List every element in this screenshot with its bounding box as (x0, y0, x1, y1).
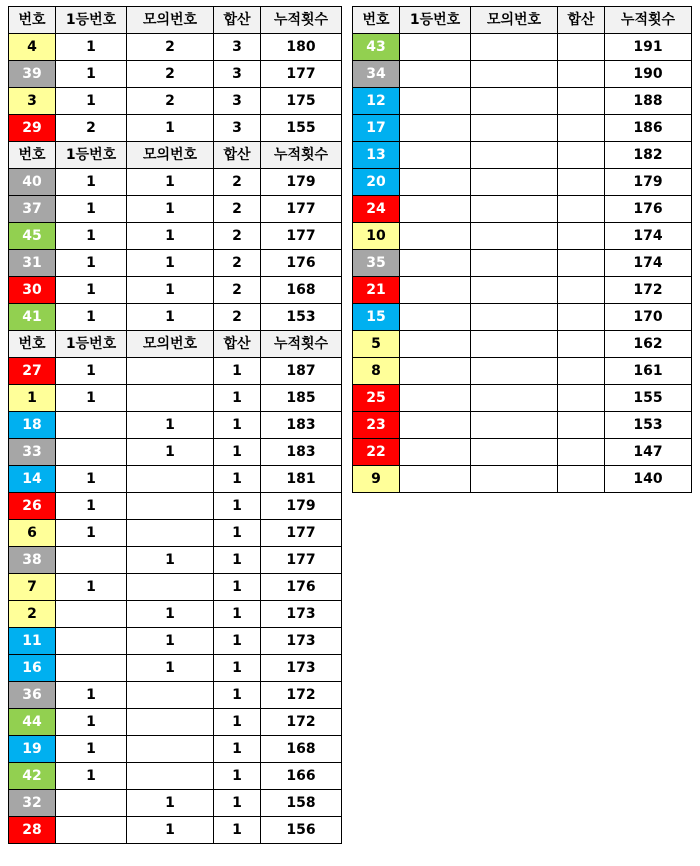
first-prize-count-cell (400, 196, 471, 223)
column-header: 합산 (214, 142, 261, 169)
mock-count-cell (127, 520, 214, 547)
table-row (9, 520, 342, 547)
cumulative-count-cell: 174 (605, 223, 692, 250)
cumulative-count-cell: 162 (605, 331, 692, 358)
ball-number-cell: 33 (9, 439, 56, 466)
first-prize-count-cell (400, 466, 471, 493)
table-row (9, 466, 342, 493)
mock-count-cell (127, 709, 214, 736)
mock-count-cell (471, 304, 558, 331)
cumulative-count-cell: 173 (261, 655, 342, 682)
mock-count-cell (471, 115, 558, 142)
cumulative-count-cell: 177 (261, 223, 342, 250)
mock-count-cell: 1 (127, 196, 214, 223)
sum-cell (558, 304, 605, 331)
first-prize-count-cell: 1 (56, 61, 127, 88)
mock-count-cell (127, 466, 214, 493)
cumulative-count-cell: 172 (261, 709, 342, 736)
mock-count-cell: 1 (127, 655, 214, 682)
mock-count-cell (127, 358, 214, 385)
sum-cell: 1 (214, 709, 261, 736)
first-prize-count-cell (400, 277, 471, 304)
column-header: 번호 (9, 142, 56, 169)
column-header: 누적횟수 (261, 7, 342, 34)
mock-count-cell (471, 412, 558, 439)
cumulative-count-cell: 185 (261, 385, 342, 412)
ball-number-cell: 12 (353, 88, 400, 115)
ball-number-cell: 24 (353, 196, 400, 223)
first-prize-count-cell (56, 412, 127, 439)
sum-cell (558, 277, 605, 304)
mock-count-cell: 1 (127, 115, 214, 142)
ball-number-cell: 25 (353, 385, 400, 412)
ball-number-cell: 22 (353, 439, 400, 466)
ball-number-cell: 32 (9, 790, 56, 817)
table-row (9, 655, 342, 682)
first-prize-count-cell: 1 (56, 88, 127, 115)
first-prize-count-cell (400, 169, 471, 196)
table-row (9, 709, 342, 736)
ball-number-cell: 34 (353, 61, 400, 88)
mock-count-cell (471, 34, 558, 61)
sum-cell: 3 (214, 88, 261, 115)
column-header: 번호 (9, 331, 56, 358)
cumulative-count-cell: 179 (261, 493, 342, 520)
ball-number-cell: 37 (9, 196, 56, 223)
sum-cell (558, 34, 605, 61)
mock-count-cell (471, 439, 558, 466)
ball-number-cell: 38 (9, 547, 56, 574)
cumulative-count-cell: 170 (605, 304, 692, 331)
cumulative-count-cell: 175 (261, 88, 342, 115)
cumulative-count-cell: 156 (261, 817, 342, 844)
cumulative-count-cell: 177 (261, 61, 342, 88)
first-prize-count-cell: 1 (56, 385, 127, 412)
first-prize-count-cell (56, 790, 127, 817)
cumulative-count-cell: 176 (261, 250, 342, 277)
ball-number-cell: 19 (9, 736, 56, 763)
table-row (9, 61, 342, 88)
cumulative-count-cell: 173 (261, 601, 342, 628)
table-row (353, 223, 692, 250)
column-header: 합산 (558, 7, 605, 34)
sum-cell: 1 (214, 385, 261, 412)
first-prize-count-cell: 1 (56, 223, 127, 250)
table-row (353, 115, 692, 142)
first-prize-count-cell: 1 (56, 493, 127, 520)
sum-cell: 1 (214, 358, 261, 385)
ball-number-cell: 43 (353, 34, 400, 61)
cumulative-count-cell: 186 (605, 115, 692, 142)
header-row (9, 142, 342, 169)
cumulative-count-cell: 166 (261, 763, 342, 790)
column-header: 번호 (9, 7, 56, 34)
first-prize-count-cell (400, 304, 471, 331)
ball-number-cell: 2 (9, 601, 56, 628)
table-row (353, 439, 692, 466)
mock-count-cell (471, 250, 558, 277)
ball-number-cell: 27 (9, 358, 56, 385)
column-header: 누적횟수 (605, 7, 692, 34)
cumulative-count-cell: 182 (605, 142, 692, 169)
mock-count-cell: 2 (127, 88, 214, 115)
sum-cell (558, 142, 605, 169)
sum-cell: 1 (214, 547, 261, 574)
sum-cell (558, 250, 605, 277)
table-row (353, 250, 692, 277)
column-header: 번호 (353, 7, 400, 34)
ball-number-cell: 45 (9, 223, 56, 250)
table-row (9, 169, 342, 196)
mock-count-cell (471, 142, 558, 169)
ball-number-cell: 35 (353, 250, 400, 277)
mock-count-cell: 1 (127, 790, 214, 817)
column-header: 누적횟수 (261, 142, 342, 169)
first-prize-count-cell (400, 331, 471, 358)
column-header: 1등번호 (400, 7, 471, 34)
ball-number-cell: 16 (9, 655, 56, 682)
first-prize-count-cell (56, 628, 127, 655)
sum-cell (558, 115, 605, 142)
first-prize-count-cell (400, 115, 471, 142)
table-row (353, 169, 692, 196)
ball-number-cell: 31 (9, 250, 56, 277)
sum-cell (558, 385, 605, 412)
sum-cell (558, 88, 605, 115)
first-prize-count-cell (56, 817, 127, 844)
sum-cell: 3 (214, 61, 261, 88)
first-prize-count-cell (400, 385, 471, 412)
first-prize-count-cell (400, 34, 471, 61)
first-prize-count-cell (56, 655, 127, 682)
mock-count-cell (471, 88, 558, 115)
cumulative-count-cell: 183 (261, 412, 342, 439)
sum-cell: 1 (214, 736, 261, 763)
mock-count-cell: 1 (127, 601, 214, 628)
mock-count-cell: 2 (127, 34, 214, 61)
cumulative-count-cell: 153 (261, 304, 342, 331)
ball-number-cell: 39 (9, 61, 56, 88)
ball-number-cell: 41 (9, 304, 56, 331)
cumulative-count-cell: 173 (261, 628, 342, 655)
first-prize-count-cell: 1 (56, 466, 127, 493)
cumulative-count-cell: 177 (261, 520, 342, 547)
mock-count-cell: 1 (127, 169, 214, 196)
sum-cell: 1 (214, 655, 261, 682)
table-row (353, 385, 692, 412)
ball-number-cell: 14 (9, 466, 56, 493)
cumulative-count-cell: 176 (605, 196, 692, 223)
table-row (353, 142, 692, 169)
mock-count-cell (471, 466, 558, 493)
cumulative-count-cell: 176 (261, 574, 342, 601)
table-row (9, 439, 342, 466)
table-row (353, 196, 692, 223)
sum-cell: 2 (214, 169, 261, 196)
first-prize-count-cell (400, 142, 471, 169)
table-row (353, 88, 692, 115)
cumulative-count-cell: 179 (605, 169, 692, 196)
column-header: 모의번호 (127, 142, 214, 169)
ball-number-cell: 20 (353, 169, 400, 196)
ball-number-cell: 42 (9, 763, 56, 790)
ball-number-cell: 28 (9, 817, 56, 844)
first-prize-count-cell (400, 88, 471, 115)
sum-cell (558, 223, 605, 250)
table-row (353, 466, 692, 493)
table-row (9, 682, 342, 709)
mock-count-cell: 1 (127, 439, 214, 466)
mock-count-cell: 1 (127, 304, 214, 331)
ball-number-cell: 7 (9, 574, 56, 601)
first-prize-count-cell (400, 439, 471, 466)
ball-number-cell: 26 (9, 493, 56, 520)
ball-number-cell: 11 (9, 628, 56, 655)
cumulative-count-cell: 158 (261, 790, 342, 817)
cumulative-count-cell: 188 (605, 88, 692, 115)
table-row (9, 601, 342, 628)
mock-count-cell (127, 574, 214, 601)
first-prize-count-cell: 1 (56, 250, 127, 277)
cumulative-count-cell: 177 (261, 547, 342, 574)
mock-count-cell (471, 385, 558, 412)
first-prize-count-cell: 1 (56, 763, 127, 790)
sum-cell: 1 (214, 574, 261, 601)
sum-cell (558, 61, 605, 88)
mock-count-cell: 1 (127, 547, 214, 574)
mock-count-cell (471, 61, 558, 88)
cumulative-count-cell: 153 (605, 412, 692, 439)
sum-cell: 1 (214, 628, 261, 655)
first-prize-count-cell: 1 (56, 682, 127, 709)
cumulative-count-cell: 190 (605, 61, 692, 88)
cumulative-count-cell: 155 (605, 385, 692, 412)
column-header: 1등번호 (56, 7, 127, 34)
header-row (9, 7, 342, 34)
sum-cell: 3 (214, 34, 261, 61)
table-row (9, 277, 342, 304)
first-prize-count-cell (400, 358, 471, 385)
column-header: 누적횟수 (261, 331, 342, 358)
table-row (9, 574, 342, 601)
ball-number-cell: 30 (9, 277, 56, 304)
ball-number-cell: 44 (9, 709, 56, 736)
table-row (353, 34, 692, 61)
first-prize-count-cell (56, 601, 127, 628)
table-row (9, 736, 342, 763)
sum-cell: 1 (214, 763, 261, 790)
ball-number-cell: 10 (353, 223, 400, 250)
first-prize-count-cell (400, 223, 471, 250)
sum-cell: 2 (214, 304, 261, 331)
ball-number-cell: 15 (353, 304, 400, 331)
ball-number-cell: 29 (9, 115, 56, 142)
mock-count-cell: 1 (127, 277, 214, 304)
ball-number-cell: 1 (9, 385, 56, 412)
table-row (9, 34, 342, 61)
first-prize-count-cell: 1 (56, 277, 127, 304)
cumulative-count-cell: 177 (261, 196, 342, 223)
mock-count-cell (127, 493, 214, 520)
table-row (9, 223, 342, 250)
sum-cell (558, 331, 605, 358)
first-prize-count-cell (56, 439, 127, 466)
mock-count-cell (127, 736, 214, 763)
cumulative-count-cell: 140 (605, 466, 692, 493)
sum-cell: 1 (214, 790, 261, 817)
first-prize-count-cell: 1 (56, 196, 127, 223)
first-prize-count-cell: 2 (56, 115, 127, 142)
table-row (9, 628, 342, 655)
column-header: 1등번호 (56, 142, 127, 169)
mock-count-cell (127, 385, 214, 412)
mock-count-cell (471, 223, 558, 250)
first-prize-count-cell: 1 (56, 304, 127, 331)
sum-cell: 1 (214, 520, 261, 547)
table-row (9, 493, 342, 520)
sum-cell: 1 (214, 601, 261, 628)
cumulative-count-cell: 181 (261, 466, 342, 493)
sum-cell: 1 (214, 466, 261, 493)
first-prize-count-cell: 1 (56, 520, 127, 547)
mock-count-cell (127, 763, 214, 790)
table-row (353, 412, 692, 439)
table-row (353, 277, 692, 304)
cumulative-count-cell: 183 (261, 439, 342, 466)
sum-cell (558, 466, 605, 493)
sum-cell: 2 (214, 250, 261, 277)
ball-number-cell: 17 (353, 115, 400, 142)
header-row (9, 331, 342, 358)
cumulative-count-cell: 191 (605, 34, 692, 61)
table-row (9, 385, 342, 412)
cumulative-count-cell: 168 (261, 736, 342, 763)
ball-number-cell: 18 (9, 412, 56, 439)
mock-count-cell: 1 (127, 250, 214, 277)
sum-cell: 1 (214, 817, 261, 844)
right-table (352, 6, 692, 493)
ball-number-cell: 6 (9, 520, 56, 547)
sum-cell: 3 (214, 115, 261, 142)
table-row (9, 88, 342, 115)
sum-cell (558, 358, 605, 385)
cumulative-count-cell: 155 (261, 115, 342, 142)
first-prize-count-cell (400, 250, 471, 277)
table-row (9, 196, 342, 223)
mock-count-cell (127, 682, 214, 709)
table-row (9, 358, 342, 385)
first-prize-count-cell: 1 (56, 169, 127, 196)
table-row (9, 250, 342, 277)
table-row (9, 790, 342, 817)
mock-count-cell: 1 (127, 628, 214, 655)
table-row (9, 763, 342, 790)
sum-cell (558, 196, 605, 223)
table-row (9, 304, 342, 331)
sum-cell (558, 412, 605, 439)
column-header: 합산 (214, 331, 261, 358)
sum-cell: 1 (214, 439, 261, 466)
cumulative-count-cell: 172 (605, 277, 692, 304)
mock-count-cell (471, 331, 558, 358)
table-row (9, 115, 342, 142)
mock-count-cell (471, 277, 558, 304)
ball-number-cell: 40 (9, 169, 56, 196)
first-prize-count-cell (56, 547, 127, 574)
sum-cell: 2 (214, 196, 261, 223)
sum-cell: 2 (214, 277, 261, 304)
column-header: 모의번호 (471, 7, 558, 34)
ball-number-cell: 5 (353, 331, 400, 358)
first-prize-count-cell: 1 (56, 736, 127, 763)
column-header: 모의번호 (127, 7, 214, 34)
sum-cell: 2 (214, 223, 261, 250)
cumulative-count-cell: 174 (605, 250, 692, 277)
first-prize-count-cell (400, 61, 471, 88)
mock-count-cell: 1 (127, 223, 214, 250)
ball-number-cell: 3 (9, 88, 56, 115)
mock-count-cell (471, 358, 558, 385)
cumulative-count-cell: 179 (261, 169, 342, 196)
column-header: 1등번호 (56, 331, 127, 358)
mock-count-cell: 1 (127, 412, 214, 439)
cumulative-count-cell: 147 (605, 439, 692, 466)
cumulative-count-cell: 161 (605, 358, 692, 385)
first-prize-count-cell: 1 (56, 709, 127, 736)
cumulative-count-cell: 180 (261, 34, 342, 61)
mock-count-cell: 1 (127, 817, 214, 844)
ball-number-cell: 13 (353, 142, 400, 169)
mock-count-cell (471, 169, 558, 196)
cumulative-count-cell: 187 (261, 358, 342, 385)
ball-number-cell: 36 (9, 682, 56, 709)
ball-number-cell: 9 (353, 466, 400, 493)
table-row (353, 61, 692, 88)
cumulative-count-cell: 168 (261, 277, 342, 304)
ball-number-cell: 8 (353, 358, 400, 385)
table-row (353, 304, 692, 331)
column-header: 모의번호 (127, 331, 214, 358)
sum-cell (558, 439, 605, 466)
table-row (353, 358, 692, 385)
left-table (8, 6, 342, 844)
table-row (9, 412, 342, 439)
sum-cell: 1 (214, 412, 261, 439)
table-row (353, 331, 692, 358)
ball-number-cell: 23 (353, 412, 400, 439)
sum-cell (558, 169, 605, 196)
ball-number-cell: 21 (353, 277, 400, 304)
first-prize-count-cell (400, 412, 471, 439)
mock-count-cell: 2 (127, 61, 214, 88)
first-prize-count-cell: 1 (56, 358, 127, 385)
header-row (353, 7, 692, 34)
table-row (9, 547, 342, 574)
mock-count-cell (471, 196, 558, 223)
table-row (9, 817, 342, 844)
column-header: 합산 (214, 7, 261, 34)
cumulative-count-cell: 172 (261, 682, 342, 709)
sum-cell: 1 (214, 682, 261, 709)
sum-cell: 1 (214, 493, 261, 520)
ball-number-cell: 4 (9, 34, 56, 61)
first-prize-count-cell: 1 (56, 574, 127, 601)
first-prize-count-cell: 1 (56, 34, 127, 61)
